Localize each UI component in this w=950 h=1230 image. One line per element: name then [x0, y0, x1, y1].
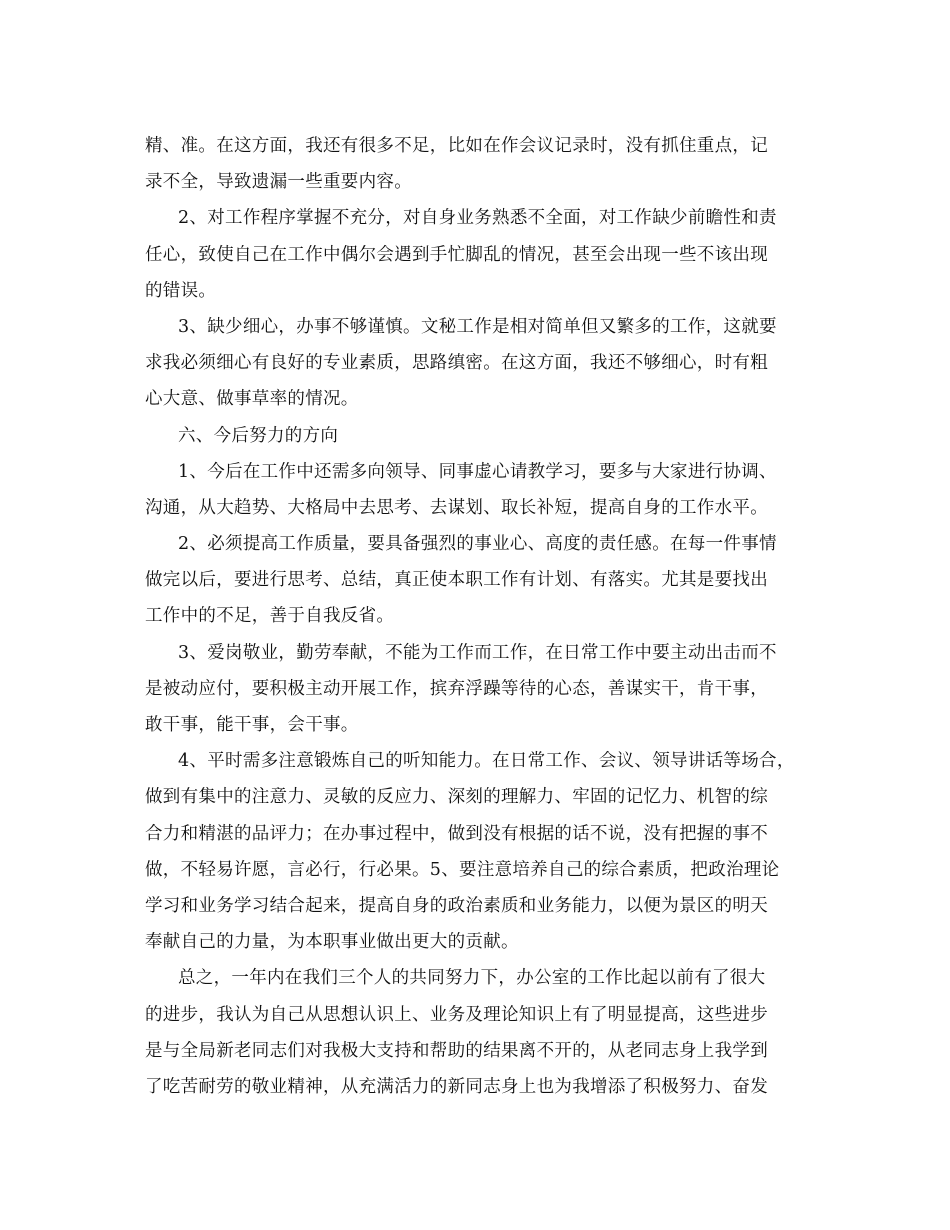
section-heading: 六、今后努力的方向 — [178, 425, 339, 446]
text-line: 做到有集中的注意力、灵敏的反应力、深刻的理解力、牢固的记忆力、机智的综 — [145, 787, 768, 808]
text-line: 精、准。在这方面，我还有很多不足，比如在作会议记录时，没有抓住重点，记 — [145, 136, 768, 156]
text-line: 1、今后在工作中还需多向领导、同事虚心请教学习，要多与大家进行协调、 — [178, 461, 777, 482]
text-line: 录不全，导致遗漏一些重要内容。 — [145, 172, 412, 193]
text-line: 总之，一年内在我们三个人的共同努力下，办公室的工作比起以前有了很大 — [178, 968, 766, 989]
text-line: 的进步，我认为自己从思想认识上、业务及理论知识上有了明显提高，这些进步 — [145, 1004, 768, 1025]
text-line: 奉献自己的力量，为本职事业做出更大的贡献。 — [145, 932, 519, 953]
text-line: 工作中的不足，善于自我反省。 — [145, 606, 395, 627]
text-line: 3、爱岗敬业，勤劳奉献，不能为工作而工作，在日常工作中要主动出击而不 — [178, 642, 777, 663]
text-line: 合力和精湛的品评力；在办事过程中，做到没有根据的话不说，没有把握的事不 — [145, 823, 768, 844]
text-line: 是与全局新老同志们对我极大支持和帮助的结果离不开的，从老同志身上我学到 — [145, 1040, 768, 1061]
text-line: 的错误。 — [145, 280, 217, 301]
text-line: 2、对工作程序掌握不充分，对自身业务熟悉不全面，对工作缺少前瞻性和责 — [178, 208, 777, 229]
text-line: 是被动应付，要积极主动开展工作，摈弃浮躁等待的心态，善谋实干，肯干事， — [145, 678, 768, 699]
text-line: 4、平时需多注意锻炼自己的听知能力。在日常工作、会议、领导讲话等场合， — [178, 751, 795, 772]
text-line: 任心，致使自己在工作中偶尔会遇到手忙脚乱的情况，甚至会出现一些不该出现 — [145, 244, 768, 265]
text-line: 学习和业务学习结合起来，提高自身的政治素质和业务能力，以便为景区的明天 — [145, 895, 768, 916]
text-line: 做完以后，要进行思考、总结，真正使本职工作有计划、有落实。尤其是要找出 — [145, 570, 768, 591]
text-line: 3、缺少细心，办事不够谨慎。文秘工作是相对简单但又繁多的工作，这就要 — [178, 316, 777, 337]
text-line: 心大意、做事草率的情况。 — [145, 389, 359, 410]
text-line: 敢干事，能干事，会干事。 — [145, 715, 359, 735]
text-line: 2、必须提高工作质量，要具备强烈的事业心、高度的责任感。在每一件事情 — [178, 534, 777, 555]
text-line: 沟通，从大趋势、大格局中去思考、去谋划、取长补短，提高自身的工作水平。 — [145, 497, 768, 518]
text-line: 了吃苦耐劳的敬业精神，从充满活力的新同志身上也为我增添了积极努力、奋发 — [145, 1076, 768, 1097]
text-line: 做，不轻易许愿，言必行，行必果。5、要注意培养自己的综合素质，把政治理论 — [145, 859, 780, 880]
text-line: 求我必须细心有良好的专业素质，思路缜密。在这方面，我还不够细心，时有粗 — [145, 353, 768, 374]
document-body — [145, 128, 805, 1105]
